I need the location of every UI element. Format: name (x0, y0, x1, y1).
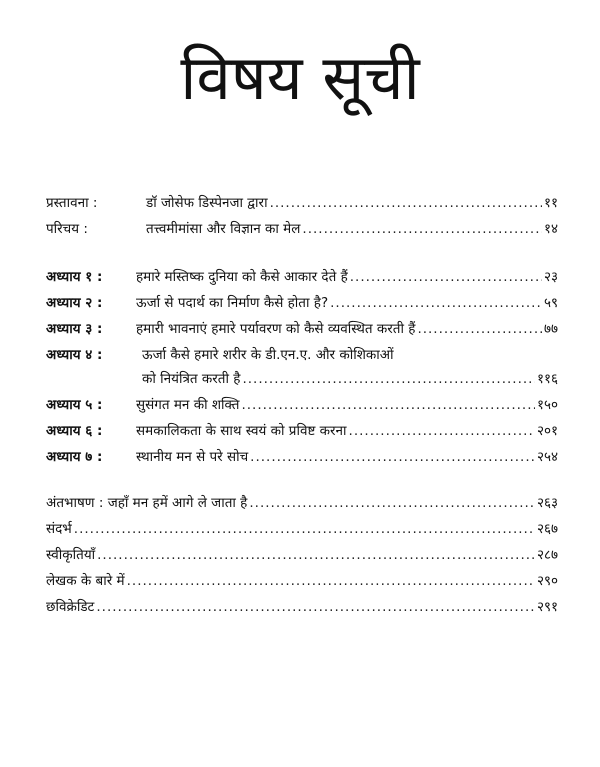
entry-prefix: अध्याय १ : (46, 269, 103, 285)
entry-title: अंतभाषण : जहाँ मन हमें आगे ले जाता है (46, 495, 248, 511)
toc-entry-introduction[interactable] (46, 218, 558, 240)
toc-entry-chapter-3[interactable] (46, 318, 558, 340)
entry-prefix: अध्याय ७ : (46, 449, 103, 465)
entry-title: लेखक के बारे में (46, 573, 125, 589)
entry-page-number: ११६ (536, 371, 558, 387)
entry-page-number: ११ (543, 195, 558, 211)
entry-prefix: अध्याय ६ : (46, 423, 103, 439)
page-title: विषय सूची (180, 41, 420, 114)
entry-title-continued: को नियंत्रित करती है (142, 371, 241, 387)
entry-page-number: २५४ (536, 449, 558, 465)
entry-page-number: ७७ (543, 321, 558, 337)
entry-prefix: अध्याय ३ : (46, 321, 103, 337)
entry-title: समकालिकता के साथ स्वयं को प्रविष्ट करना (136, 423, 347, 439)
entry-title: स्थानीय मन से परे सोच (136, 449, 249, 465)
dot-leader (127, 570, 535, 592)
entry-title: ऊर्जा कैसे हमारे शरीर के डी.एन.ए. और कोशिकाओं (142, 347, 394, 363)
entry-title: हमारे मस्तिष्क दुनिया को कैसे आकार देते हैं (136, 269, 348, 285)
dot-leader (349, 420, 535, 442)
dot-leader (250, 446, 535, 468)
entry-prefix: प्रस्तावना : (46, 195, 98, 211)
entry-page-number: २९० (536, 573, 558, 589)
entry-prefix: अध्याय २ : (46, 295, 103, 311)
toc-entry-chapter-4[interactable] (46, 344, 558, 366)
toc-entry-about-author[interactable] (46, 570, 558, 592)
dot-leader (330, 292, 542, 314)
dot-leader (270, 192, 542, 214)
dot-leader (96, 596, 535, 618)
dot-leader (74, 518, 535, 540)
entry-title: डॉ जोसेफ डिस्पेनजा द्वारा (146, 195, 268, 211)
entry-page-number: ५९ (543, 295, 558, 311)
entry-prefix: परिचय : (46, 221, 88, 237)
dot-leader (302, 218, 542, 240)
toc-entry-chapter-4-continued[interactable] (46, 368, 558, 390)
entry-title: सुसंगत मन की शक्ति (136, 397, 240, 413)
toc-entry-epilogue[interactable] (46, 492, 558, 514)
entry-title: छविक्रेडिट (46, 599, 95, 615)
dot-leader (97, 544, 535, 566)
entry-page-number: २६७ (536, 521, 558, 537)
entry-page-number: २८७ (536, 547, 558, 563)
entry-page-number: २९१ (536, 599, 558, 615)
entry-prefix: अध्याय ४ : (46, 347, 103, 363)
entry-page-number: १५० (536, 397, 558, 413)
entry-title: तत्त्वमीमांसा और विज्ञान का मेल (146, 221, 301, 237)
toc-entry-acknowledgements[interactable] (46, 544, 558, 566)
toc-entry-chapter-7[interactable] (46, 446, 558, 468)
toc-entry-chapter-2[interactable] (46, 292, 558, 314)
entry-title: संदर्भ (46, 521, 72, 537)
toc-entry-chapter-5[interactable] (46, 394, 558, 416)
entry-title: स्वीकृतियाँ (46, 547, 96, 563)
dot-leader (241, 394, 534, 416)
entry-page-number: २३ (543, 269, 558, 285)
entry-title: ऊर्जा से पदार्थ का निर्माण कैसे होता है? (136, 295, 329, 311)
dot-leader (350, 266, 542, 288)
toc-entry-chapter-6[interactable] (46, 420, 558, 442)
dot-leader (242, 368, 534, 390)
entry-page-number: १४ (543, 221, 558, 237)
entry-title: हमारी भावनाएं हमारे पर्यावरण को कैसे व्यवस्थित करती हैं (136, 321, 416, 337)
entry-prefix: अध्याय ५ : (46, 397, 103, 413)
entry-page-number: २०१ (536, 423, 558, 439)
toc-entry-preface[interactable] (46, 192, 558, 214)
dot-leader (417, 318, 542, 340)
toc-entry-chapter-1[interactable] (46, 266, 558, 288)
dot-leader (249, 492, 535, 514)
toc-entry-image-credits[interactable] (46, 596, 558, 618)
entry-page-number: २६३ (536, 495, 558, 511)
toc-entry-references[interactable] (46, 518, 558, 540)
